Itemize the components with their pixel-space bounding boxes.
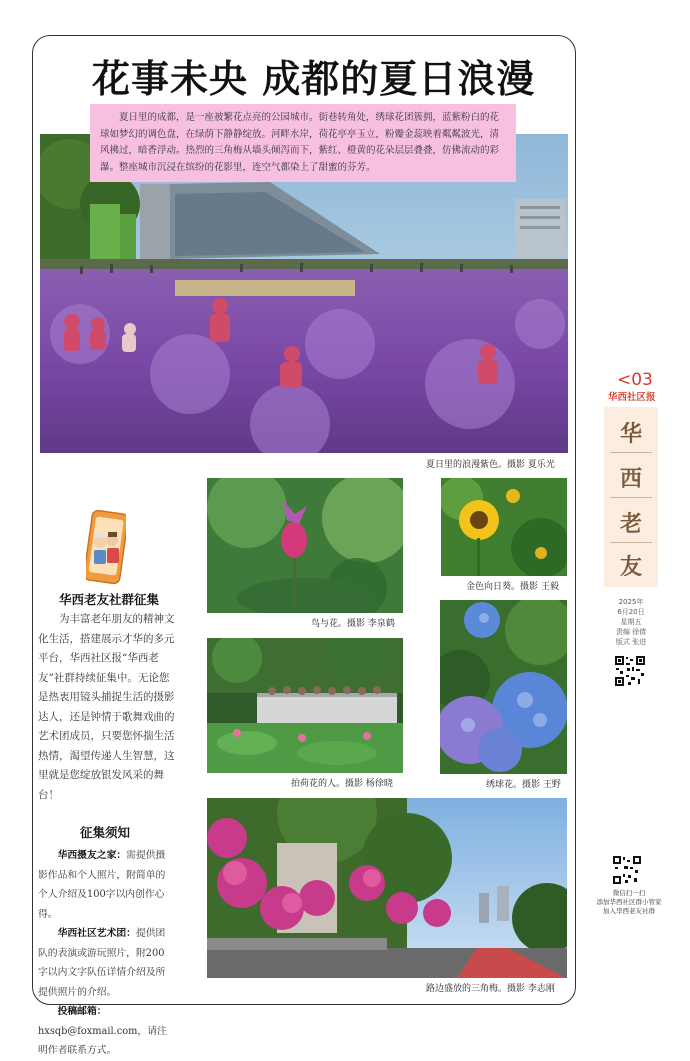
qr-caption-line-3: 加入华西老友社群	[603, 907, 655, 915]
masthead-char-1: 华	[619, 421, 642, 447]
notice-body	[38, 846, 174, 1061]
sunflower-photo	[441, 478, 567, 576]
sunflower-caption: 金色向日葵。摄影 王毅	[466, 582, 559, 592]
bird-flower-photo	[207, 478, 403, 613]
group-body: 为丰富老年朋友的精神文化生活，搭建展示才华的多元平台，华西社区报“华西老友”社群持续征集中。无论您是热衷用镜头捕捉生活的摄影达人，还是钟情于歌舞戏曲的艺术团成员，只要您怀揣生活热情，渴望传递人生智慧，这里就是您绽放银发风采的舞台！	[38, 613, 175, 801]
qr-caption	[596, 889, 662, 916]
issue-weekday: 星期五	[620, 618, 642, 626]
masthead-column	[604, 407, 658, 587]
section-name: 华西社区报	[608, 392, 656, 403]
lotus-viewers-caption: 拍荷花的人。摄影 杨徐晓	[291, 779, 393, 789]
community-qr-code-icon[interactable]	[612, 855, 642, 885]
masthead-char-2: 西	[619, 466, 642, 492]
notice-title: 征集须知	[80, 825, 131, 840]
headline: 花事未央 成都的夏日浪漫	[92, 57, 536, 101]
masthead-divider	[610, 497, 652, 498]
hydrangea-photo	[440, 600, 567, 774]
bougainvillea-caption: 路边盛放的三角梅。摄影 李志刚	[426, 984, 555, 994]
issue-date: 6月20日	[617, 608, 645, 616]
notice-item-art-troupe	[38, 924, 174, 1002]
issue-meta	[606, 597, 656, 647]
notice-item3-text: hxsqb@foxmail.com，请注明作者联系方式。	[38, 1025, 167, 1056]
lead-paragraph: 夏日里的成都，是一座被繁花点亮的公园城市。街巷转角处，绣球花团簇拥，蓝紫粉白的花球如梦幻的调色盘，在绿荫下静静绽放。河畔水岸，荷花亭亭玉立，粉瓣金蕊映着粼粼波光，清风拂过，暗香浮动。热烈的三角梅从墙头倾泻而下，紫红、橙黄的花朵层层叠叠，仿佛流动的彩瀑。整座城市沉浸在缤纷的花影里，连空气都染上了甜蜜的芬芳。	[90, 104, 516, 182]
hydrangea-caption: 绣球花。摄影 王野	[486, 780, 561, 790]
masthead-char-3: 老	[619, 511, 642, 537]
notice-item1-label: 华西摄友之家：	[57, 850, 127, 861]
lavender-caption: 夏日里的浪漫紫色。摄影 夏乐光	[426, 460, 555, 470]
bird-caption: 鸟与花。摄影 李泉鹤	[311, 619, 395, 629]
lotus-viewers-photo	[207, 638, 403, 773]
notice-item1-text: 需提供摄影作品和个人照片，附简单的个人介绍及100字以内创作心得。	[38, 850, 166, 920]
masthead-divider	[610, 452, 652, 453]
group-title: 华西老友社群征集	[59, 592, 160, 607]
qr-caption-line-1: 微信扫一扫	[612, 889, 646, 897]
bougainvillea-street-photo	[207, 798, 567, 978]
notice-item2-label: 华西社区艺术团：	[57, 928, 136, 939]
issue-editor: 责编 徐倩	[615, 628, 647, 636]
page-number: <03	[617, 370, 653, 390]
issue-layout: 版式 张进	[615, 638, 647, 646]
masthead-char-4: 友	[619, 554, 642, 580]
notice-item3-label: 投稿邮箱：	[57, 1006, 107, 1017]
qr-code-icon[interactable]	[614, 655, 646, 687]
masthead-divider	[610, 542, 652, 543]
qr-caption-line-2: 添加华西社区群小管家	[596, 898, 662, 906]
notice-item-photographers	[38, 846, 174, 924]
issue-year: 2025年	[618, 598, 644, 606]
notice-item2-text: 提供团队的表演或游玩照片，附200字以内文字队伍详情介绍及所提供照片的介绍。	[38, 928, 166, 998]
elderly-couple-icon	[86, 510, 126, 585]
notice-item-email	[38, 1002, 174, 1061]
